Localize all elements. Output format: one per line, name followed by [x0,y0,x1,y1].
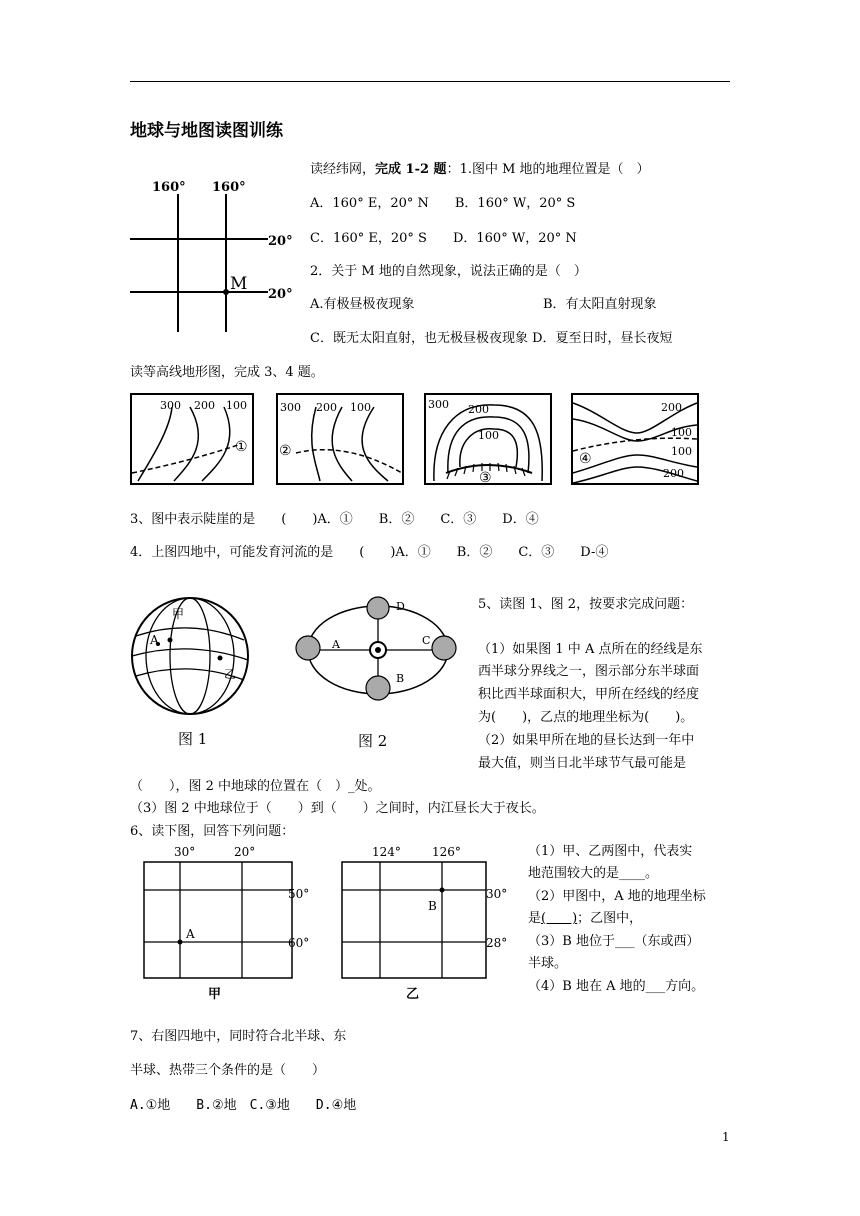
yi-lon-label: 126° [432,845,461,859]
fig2-a-label: A [332,638,340,651]
q6-answer-2: （2）甲图中，A 地的地理坐标 [528,889,706,904]
jia-lon-label: 30° [174,845,196,859]
q6-answer-3: （3）B 地位于___（东或西） [528,934,700,949]
fig1-yi-label: 乙 [224,667,237,681]
contour-label: 100 [671,426,692,439]
contour-label: 200 [194,399,215,412]
q5-part2: （2）如果甲所在地的昼长达到一年中 [478,733,695,748]
page-number: 1 [722,1130,730,1144]
q1-options-ab: A．160° E，20° N B．160° W，20° S [310,196,576,211]
orbit-figure-2 [292,596,462,756]
q6-title: 6、读下图，回答下列问题： [130,824,295,839]
jia-point-a: A [186,927,195,941]
contour-mark: ④ [579,451,592,467]
fig1-jia-label: 甲 [172,607,185,621]
latlon-grid-figure [128,172,300,337]
fig2-c-label: C [422,634,431,647]
q5-title: 5、读图 1、图 2，按要求完成问题： [478,597,694,612]
header-rule [130,81,730,82]
q7-options: A.①地 B.②地 C.③地 D.④地 [130,1098,357,1113]
q6-answer-4: （4）B 地在 A 地的___方向。 [528,979,705,994]
jia-lon-label: 20° [234,845,256,859]
contour-mark: ② [279,443,292,459]
point-m-marker [223,289,229,295]
q5-part1: 为( )，乙点的地理坐标为( )。 [478,710,694,725]
jia-lat-label: 60° [288,936,310,950]
contour-mark: ① [235,439,248,455]
q7-question: 半球、热带三个条件的是（ ） [130,1063,326,1078]
contour-map-1 [130,393,254,485]
q6-answer-2: 是( )；乙图中， [528,911,643,926]
q6-answer-1: （1）甲、乙两图中，代表实 [528,844,693,859]
q2-option-b: B．有太阳直射现象 [543,297,657,312]
q5-part2: （ ），图 2 中地球的位置在（ ）_处。 [130,779,381,794]
grid-lat-label: 20° [268,234,293,249]
grid-lon-label: 160° [152,180,186,195]
q6-jia-map [136,842,320,1004]
page-title: 地球与地图读图训练 [130,121,283,141]
q6-answer-1: 地范围较大的是____。 [528,866,659,881]
contour-label: 200 [468,403,489,416]
q4-question: 4．上图四地中，可能发育河流的是 ( )A．① B．② C．③ D-④ [130,545,609,560]
q2-question: 2．关于 M 地的自然现象，说法正确的是（ ） [310,264,587,279]
contour-label: 100 [671,445,692,458]
fig2-d-label: D [396,600,405,613]
contour-label: 300 [160,399,181,412]
fig1-a-label: A [150,633,159,647]
contour-mark: ③ [479,470,492,485]
contour-label: 300 [280,401,301,414]
yi-point-b: B [428,899,437,913]
fig2-b-label: B [396,672,405,685]
fig2-caption: 图 2 [358,732,388,750]
q5-part1: 西半球分界线之一，图示部分东半球面 [478,664,700,679]
globe-figure-1 [128,596,258,756]
q7-question: 7、右图四地中，同时符合北半球、东 [130,1029,347,1044]
q5-part1: 积比西半球面积大，甲所在经线的经度 [478,687,700,702]
yi-caption: 乙 [406,987,420,1002]
contour-map-4 [571,393,699,485]
fig1-caption: 图 1 [178,730,208,748]
point-m-label: M [230,274,248,294]
jia-lat-label: 50° [288,887,310,901]
jia-caption: 甲 [208,987,222,1002]
contour-label: 200 [663,467,684,480]
contour-map-3 [424,393,552,485]
contour-label: 100 [350,401,371,414]
yi-lat-label: 30° [486,887,508,901]
q3-question: 3、图中表示陡崖的是 ( )A．① B．② C．③ D．④ [130,512,539,527]
q1-options-cd: C．160° E，20° S D．160° W，20° N [310,231,577,246]
q5-part1: （1）如果图 1 中 A 点所在的经线是东 [478,642,703,657]
contour-label: 300 [428,398,449,411]
contour-label: 200 [661,401,682,414]
contour-intro: 读等高线地形图，完成 3、4 题。 [130,365,324,380]
grid-lat-label: 20° [268,287,293,302]
contour-label: 100 [226,399,247,412]
q2-options-cd: C．既无太阳直射，也无极昼极夜现象 D．夏至日时，昼长夜短 [310,331,673,346]
contour-label: 100 [478,429,499,442]
q6-answer-3: 半球。 [528,956,568,971]
yi-lon-label: 124° [372,845,401,859]
q5-part2: 最大值，则当日北半球节气最可能是 [478,756,687,771]
q12-intro: 读经纬网，完成 1-2 题：1.图中 M 地的地理位置是（ ） [310,162,650,177]
contour-map-2 [276,393,404,485]
yi-lat-label: 28° [486,936,508,950]
q2-option-a: A.有极昼极夜现象 [310,297,415,312]
q6-yi-map [336,842,520,1004]
contour-label: 200 [316,401,337,414]
grid-lon-label: 160° [212,180,246,195]
q5-part3: （3）图 2 中地球位于（ ）到（ ）之间时，内江昼长大于夜长。 [130,801,545,816]
